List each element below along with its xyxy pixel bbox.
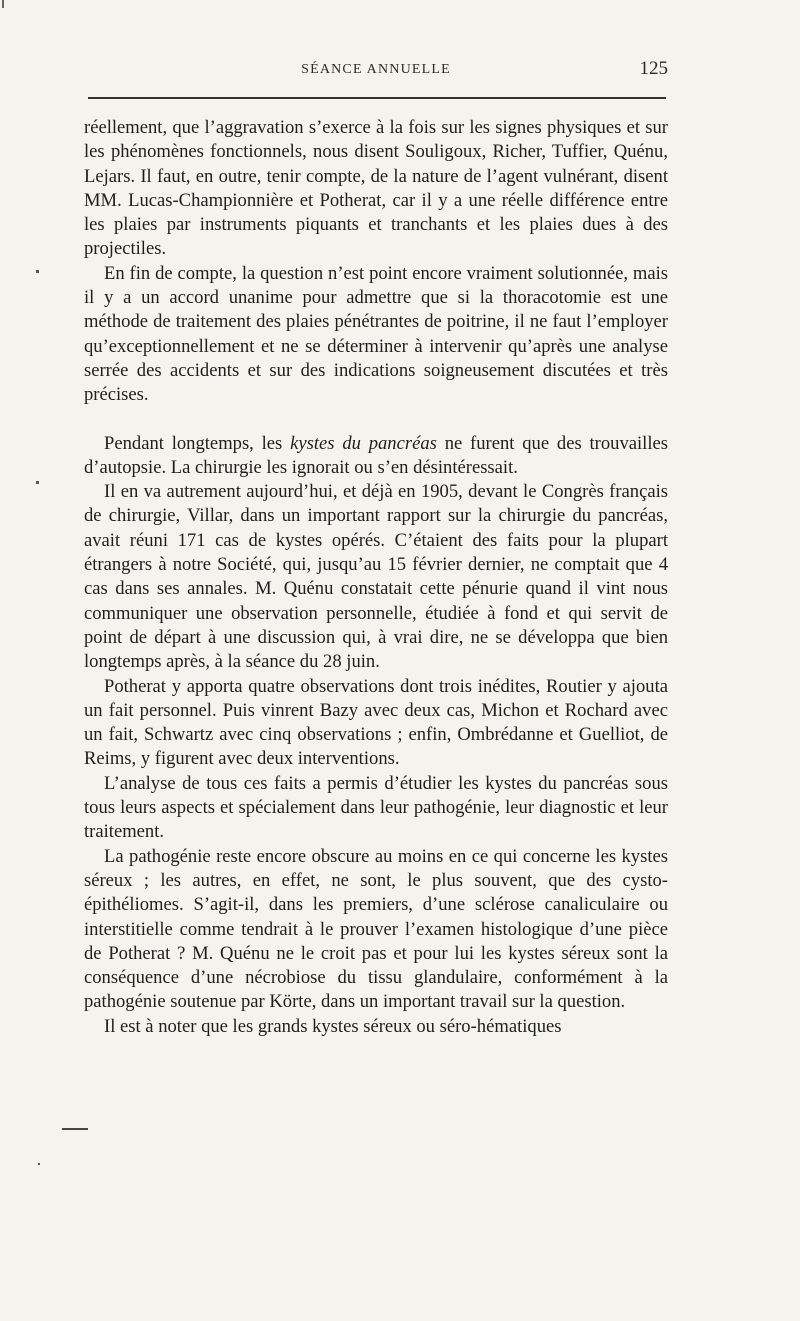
- margin-mark: [36, 481, 39, 484]
- intro-emphasis: kystes du pancréas: [290, 432, 437, 454]
- margin-stroke: [62, 1128, 88, 1130]
- scan-artifact-mark: [2, 0, 4, 8]
- running-title: SÉANCE ANNUELLE: [301, 62, 451, 77]
- header-rule: [88, 97, 666, 99]
- page-number: 125: [639, 58, 668, 79]
- paragraph-analysis: L’analyse de tous ces faits a permis d’étudier les kystes du pancréas sous tous leurs aspects et spécialement dans leur pathogénie, leur diagnostic et leur traitement.: [84, 772, 668, 843]
- running-head: [84, 58, 668, 84]
- intro-text-after: ne furent que des trouvailles d’autopsie. La chirurgie les ignorait ou s’en désintéressait.: [84, 432, 669, 478]
- intro-text-before: Pendant longtemps, les: [104, 432, 291, 454]
- paragraph-villar-report: Il en va autrement aujourd’hui, et déjà en 1905, devant le Congrès français de chirurgie, Villar, dans un important rapport sur la chirurgie du pancréas, avait réuni 171 cas de kystes opérés. C’étaient des faits pour la plupart étrangers à notre Société, qui, jusqu’au 15 février dernier, ne comptait que 4 cas dans ses annales. M. Quénu constatait cette pénurie quand il vint nous communiquer une observation personnelle, étudiée à fond et qui servit de point de départ à une discussion qui, à vrai dire, ne se développa que bien longtemps après, à la séance du 28 juin.: [84, 481, 668, 673]
- paragraph-conclusion: En fin de compte, la question n’est point encore vraiment solutionnée, mais il y a un accord unanime pour admettre que si la thoracotomie est une méthode de traitement des plaies pénétrantes de poitrine, il ne faut l’employer qu’exceptionnellement et ne se déterminer à intervenir qu’après une analyse serrée des accidents et sur des indications soigneusement discutées et très précises.: [84, 262, 668, 406]
- margin-mark: [38, 1163, 40, 1165]
- margin-mark: [36, 270, 39, 273]
- paragraph-pathogenesis: La pathogénie reste encore obscure au moins en ce qui concerne les kystes séreux ; les autres, en effet, ne sont, le plus souvent, que des cysto-épithéliomes. S’agit-il, dans les premiers, d’une sclérose canaliculaire ou interstitielle comme tendrait à le prouver l’examen histologique d’une pièce de Potherat ? M. Quénu ne le croit pas et pour lui les kystes séreux sont la conséquence d’une nécrobiose du tissu glandulaire, conformément à la pathogénie soutenue par Körte, dans un important travail sur la question.: [84, 845, 668, 1013]
- paragraph-observations: Potherat y apporta quatre observations dont trois inédites, Routier y ajouta un fait personnel. Puis vinrent Bazy avec deux cas, Michon et Rochard avec un fait, Schwartz avec cinq observations ; enfin, Ombrédanne et Guelliot, de Reims, y figurent avec deux interventions.: [84, 675, 668, 770]
- section-spacer: [84, 408, 668, 432]
- paragraph-pancreas-intro: [84, 432, 668, 481]
- body-text: [84, 116, 668, 1039]
- paragraph-final-line: Il est à noter que les grands kystes séreux ou séro-hématiques: [104, 1015, 562, 1037]
- paragraph-continued: réellement, que l’aggravation s’exerce à la fois sur les signes physiques et sur les phénomènes fonctionnels, nous disent Souligoux, Richer, Tuffier, Quénu, Lejars. Il faut, en outre, tenir compte, de la nature de l’agent vulnérant, disent MM. Lucas-Championnière et Potherat, car il y a une réelle différence entre les plaies par instruments piquants et tranchants et les plaies dues à des projectiles.: [84, 117, 668, 260]
